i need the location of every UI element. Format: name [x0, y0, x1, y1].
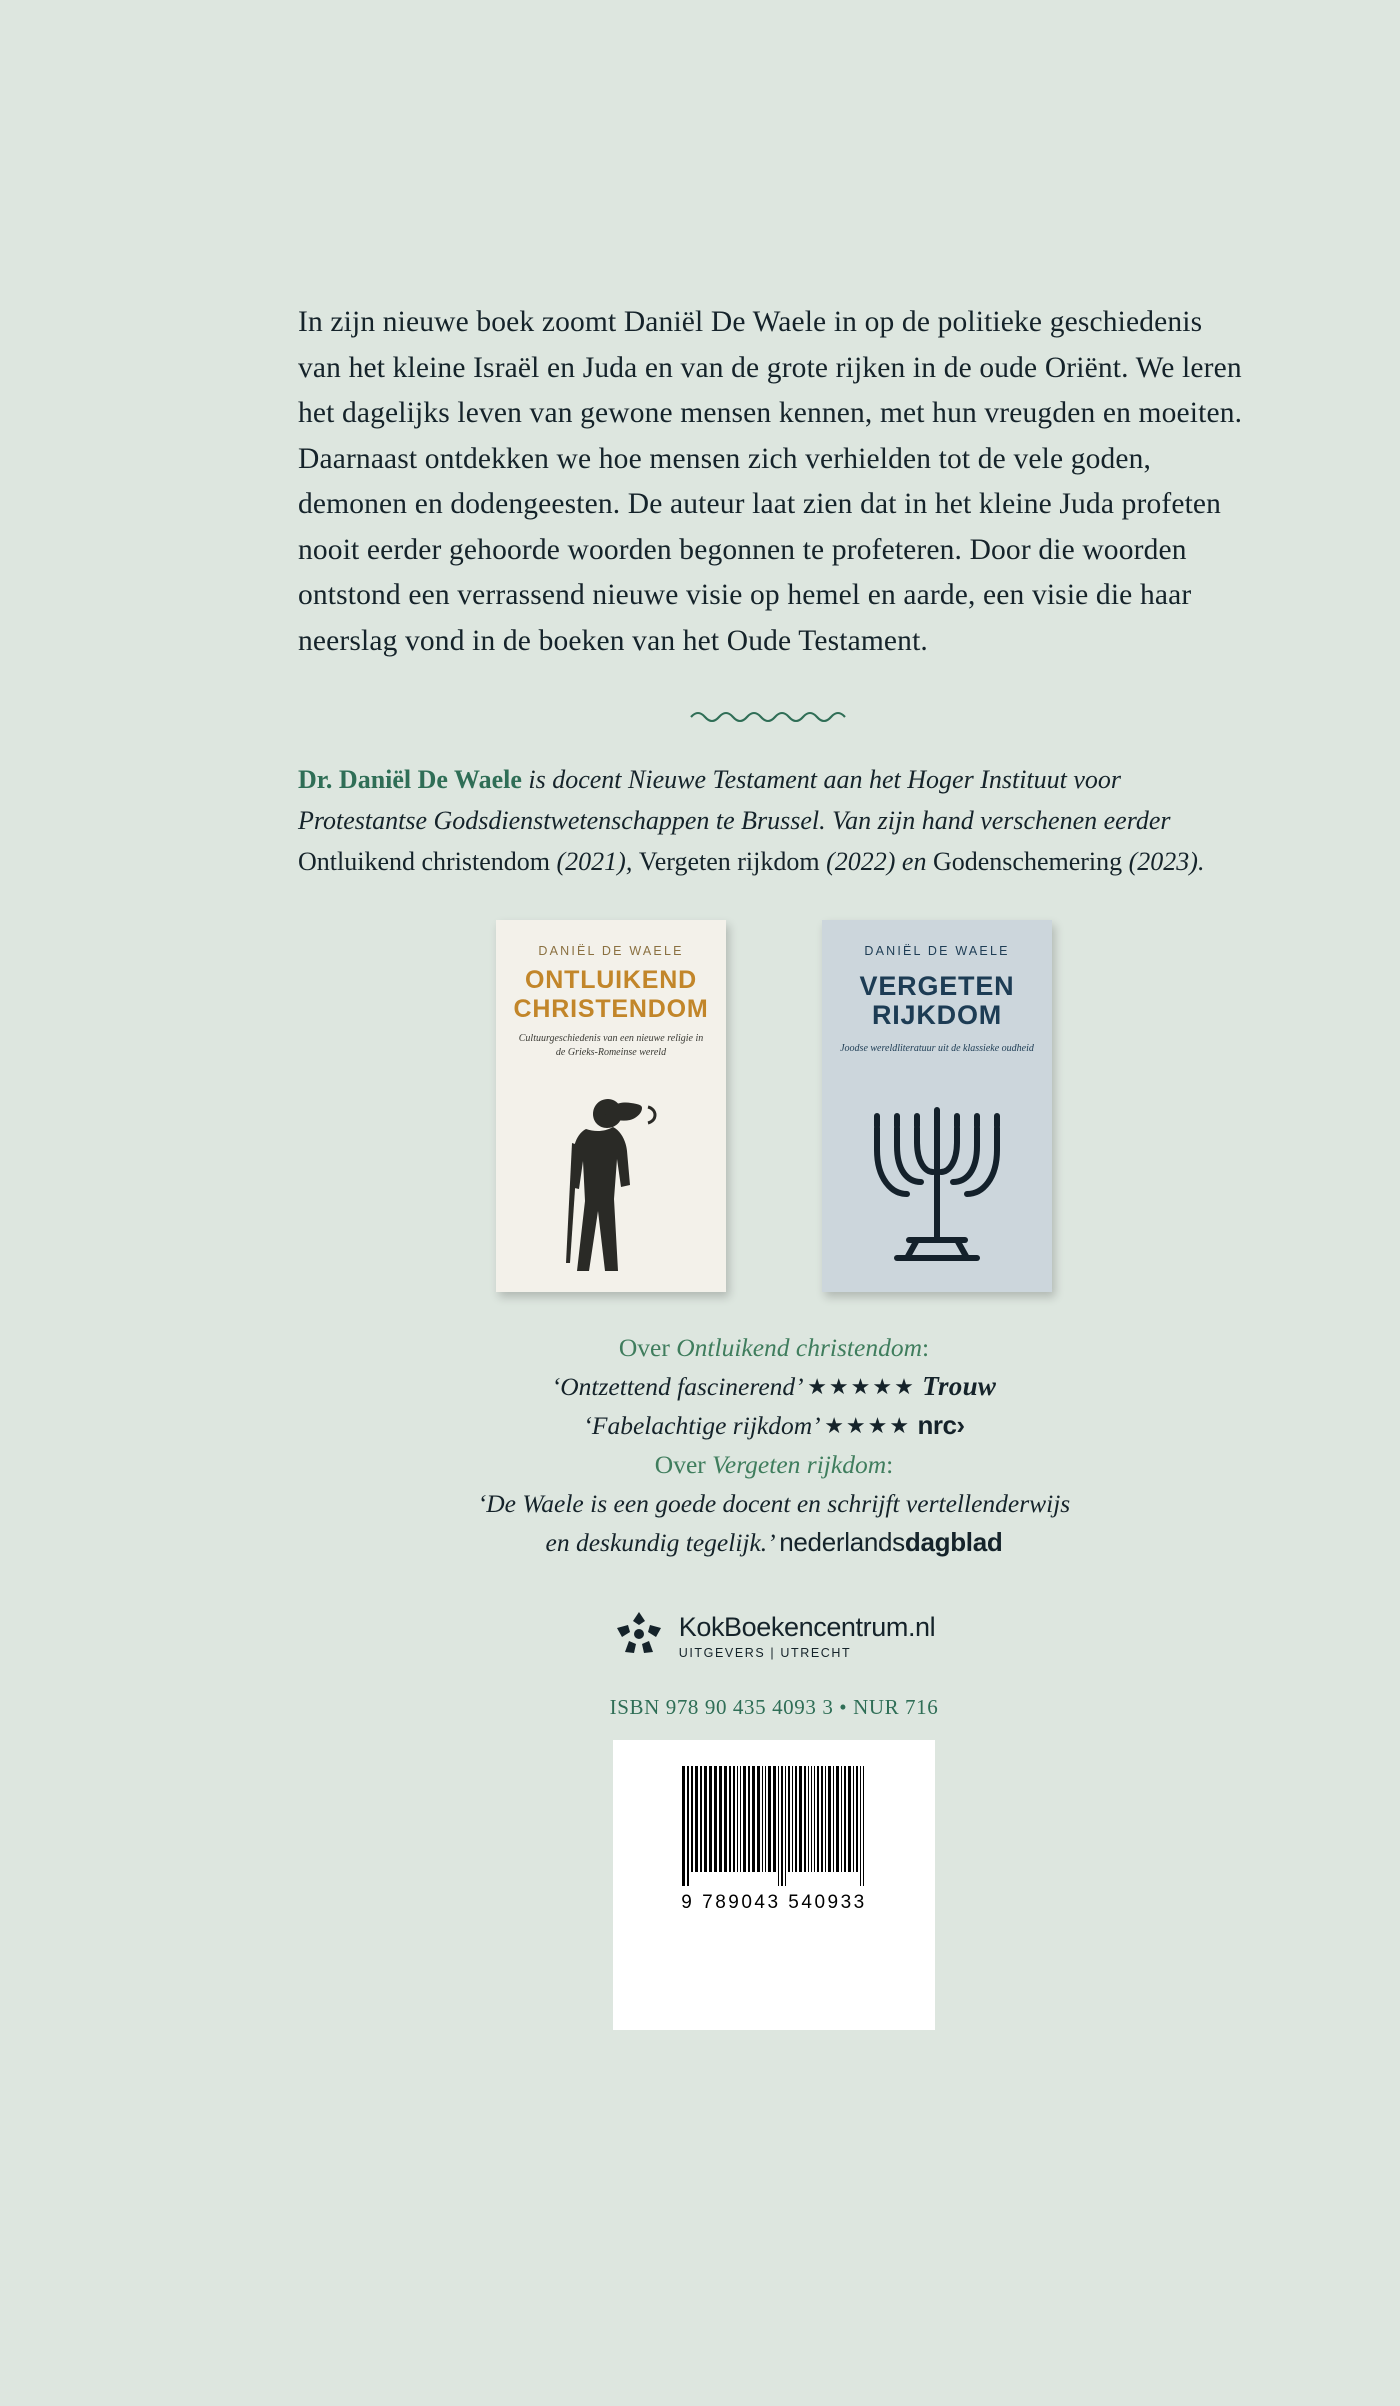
- bio-title-2: Vergeten rijkdom: [638, 847, 820, 876]
- publisher-name: [679, 1612, 936, 1642]
- brand-nd-light: nederlands: [779, 1527, 905, 1557]
- wavy-line-ornament-icon: [298, 708, 1250, 729]
- quote-heading-1: [298, 1328, 1250, 1367]
- barcode-digits: 9 789043 540933: [681, 1892, 867, 1913]
- book-cover-vergeten-rijkdom: [822, 920, 1052, 1292]
- cover-title-2: VERGETEN RIJKDOM: [859, 971, 1015, 1030]
- quote-4-text: en deskundig tegelijk.’: [545, 1528, 773, 1557]
- cover-subtitle-1: Cultuurgeschiedenis van een nieuwe religie in de Grieks-Romeinse wereld: [518, 1033, 704, 1058]
- bio-title-1: Ontluikend christendom: [298, 847, 551, 876]
- quote-2-text: ‘Fabelachtige rijkdom’: [583, 1411, 818, 1440]
- press-quotes: [298, 1328, 1250, 1562]
- bio-line-1: is docent Nieuwe Testament aan het Hoger Instituut voor Protestantse Godsdienstwetenschappen te Brussel. Van zijn hand verschenen eerder: [298, 765, 1171, 835]
- quote-heading-2: [298, 1445, 1250, 1484]
- cover-subtitle-2: Joodse wereldliteratuur uit de klassieke oudheid: [840, 1043, 1034, 1054]
- bio-year-3: (2023).: [1122, 847, 1205, 876]
- quote-1-text: ‘Ontzettend fascinerend’: [551, 1372, 801, 1401]
- bio-title-3: Godenschemering: [932, 847, 1123, 876]
- publisher-subtitle: UITGEVERS | UTRECHT: [678, 1645, 852, 1660]
- cover-author-1: DANIËL DE WAELE: [538, 944, 684, 958]
- publisher-name-main: KokBoekencentrum: [678, 1611, 908, 1642]
- quote-line-4: [298, 1523, 1250, 1562]
- ean13-barcode-icon: [613, 1740, 935, 2030]
- publisher-text: [678, 1611, 936, 1660]
- publisher-domain: .nl: [907, 1611, 936, 1642]
- cover-author-2: DANIËL DE WAELE: [864, 944, 1010, 958]
- author-bio: [298, 759, 1250, 882]
- quote-heading-1-prefix: Over: [618, 1333, 677, 1362]
- brand-trouw: Trouw: [922, 1371, 997, 1401]
- quote-heading-2-suffix: :: [886, 1450, 894, 1479]
- publisher-logo: [298, 1608, 1250, 1665]
- star-rating-5-icon: ★★★★★: [807, 1374, 916, 1399]
- author-name: Dr. Daniël De Waele: [298, 765, 522, 794]
- kok-boekencentrum-logo-icon: [613, 1608, 665, 1665]
- related-books: [298, 920, 1250, 1292]
- shepherd-with-lamb-icon: [496, 1068, 726, 1278]
- quote-heading-2-title: Vergeten rijkdom: [712, 1450, 887, 1479]
- menorah-icon: [822, 1068, 1052, 1278]
- quote-line-2: [298, 1406, 1250, 1445]
- quote-line-3: ‘De Waele is een goede docent en schrijft vertellenderwijs: [477, 1489, 1071, 1518]
- isbn-line: ISBN 978 90 435 4093 3 • NUR 716: [609, 1695, 939, 1719]
- bio-year-2: (2022) en: [819, 847, 933, 876]
- bio-year-1: (2021),: [550, 847, 639, 876]
- brand-nrc: nrc›: [917, 1410, 965, 1440]
- brand-nd-bold: dagblad: [904, 1527, 1003, 1557]
- quote-heading-2-prefix: Over: [654, 1450, 713, 1479]
- barcode-container: [298, 1740, 1250, 2030]
- star-rating-4-icon: ★★★★: [824, 1413, 912, 1438]
- brand-nederlands-dagblad: [779, 1527, 1002, 1557]
- blurb-text: In zijn nieuwe boek zoomt Daniël De Waele in op de politieke geschiedenis van het kleine Israël en Juda en van de grote rijken in de oude Oriënt. We leren het dagelijks leven van gewone mensen kennen, met hun vreugden en moeiten. Daarnaast ontdekken we hoe mensen zich verhielden tot de vele goden, demonen en dodengeesten. De auteur laat zien dat in het kleine Juda profeten nooit eerder gehoorde woorden begonnen te profeteren. Door die woorden ontstond een verrassend nieuwe visie op hemel en aarde, een visie die haar neerslag vond in de boeken van het Oude Testament.: [298, 306, 1243, 657]
- book-cover-ontluikend-christendom: [496, 920, 726, 1292]
- cover-content: [298, 300, 1250, 2030]
- quote-line-1: [298, 1367, 1250, 1406]
- quote-heading-1-title: Ontluikend christendom: [676, 1333, 922, 1362]
- cover-title-1: ONTLUIKEND CHRISTENDOM: [513, 966, 709, 1023]
- quote-heading-1-suffix: :: [922, 1333, 930, 1362]
- barcode-bars: [613, 1766, 935, 1886]
